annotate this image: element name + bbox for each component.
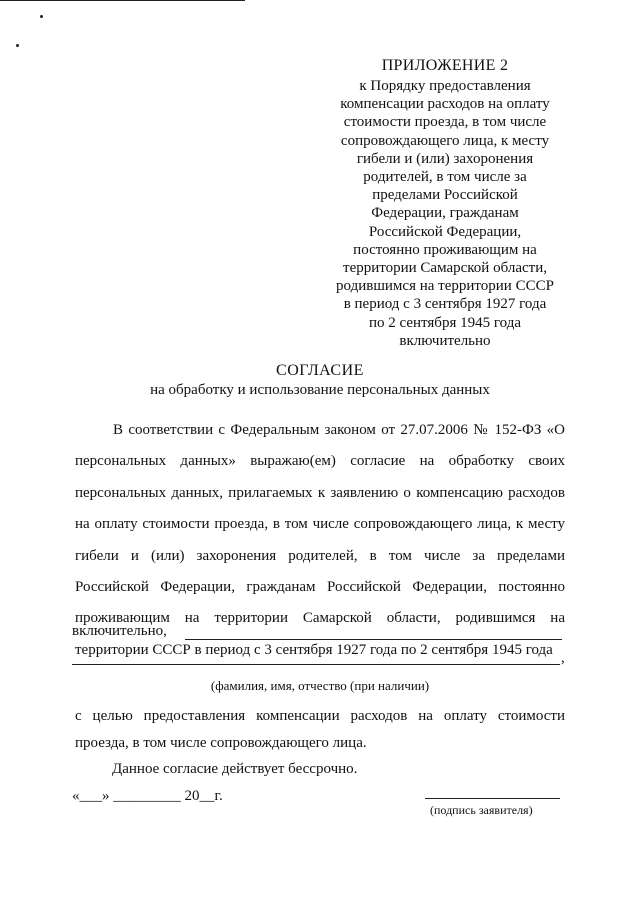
top-rule <box>0 0 245 1</box>
date-field[interactable]: «___» _________ 20__г. <box>72 788 223 804</box>
appendix-line: родителей, в том числе за <box>363 169 527 186</box>
appendix-header <box>330 55 560 350</box>
document-title: СОГЛАСИЕ <box>276 362 364 379</box>
appendix-line: по 2 сентября 1945 года <box>369 314 521 331</box>
appendix-title: ПРИЛОЖЕНИЕ 2 <box>381 57 509 74</box>
validity-statement: Данное согласие действует бессрочно. <box>112 761 358 777</box>
appendix-line: включительно <box>399 332 491 349</box>
signature-blank-line[interactable] <box>425 798 560 799</box>
appendix-line: к Порядку предоставления <box>359 78 531 94</box>
name-hint: (фамилия, имя, отчество (при наличии) <box>210 678 430 693</box>
appendix-line: стоимости проезда, в том числе <box>343 114 547 131</box>
appendix-line: Федерации, гражданам <box>371 205 519 222</box>
consent-purpose: с целью предоставления компенсации расходов на оплату стоимости проезда, в том числе сопровождающего лица. <box>75 708 565 751</box>
name-blank-line-2[interactable] <box>72 664 560 665</box>
scan-speck <box>16 44 19 47</box>
appendix-line: постоянно проживающим на <box>353 241 537 258</box>
appendix-line: Российской Федерации, <box>368 223 522 240</box>
appendix-line: компенсации расходов на оплату <box>340 96 550 113</box>
name-line-comma: , <box>561 650 565 666</box>
name-blank-line-1[interactable] <box>185 639 562 640</box>
appendix-line: родившимся на территории СССР <box>336 278 554 295</box>
inclusive-label: включительно, <box>72 623 167 639</box>
signature-hint: (подпись заявителя) <box>430 803 533 817</box>
consent-body: В соответствии с Федеральным законом от 27.07.2006 № 152-ФЗ «О персональных данных» выражаю(ем) согласие на обработку своих персональных данных, прилагаемых к заявлению о компенсацию расходов на оплату стоимости проезда, в том числе сопровождающего лица, к месту гибели и (или) захоронения родителей, в том числе за пределами Российской Федерации, гражданам Российской Федерации, постоянно проживающим на территории Самарской области, родившимся на территории СССР в период с 3 сентября 1927 года по 2 сентября 1945 года <box>75 422 565 658</box>
appendix-line: гибели и (или) захоронения <box>356 150 534 167</box>
appendix-line: сопровождающего лица, к месту <box>340 132 550 149</box>
appendix-line: пределами Российской <box>372 187 518 204</box>
appendix-line: территории Самарской области, <box>343 260 547 277</box>
scan-speck <box>40 15 43 18</box>
appendix-line: в период с 3 сентября 1927 года <box>343 296 547 313</box>
document-subtitle: на обработку и использование персональных данных <box>150 382 490 398</box>
